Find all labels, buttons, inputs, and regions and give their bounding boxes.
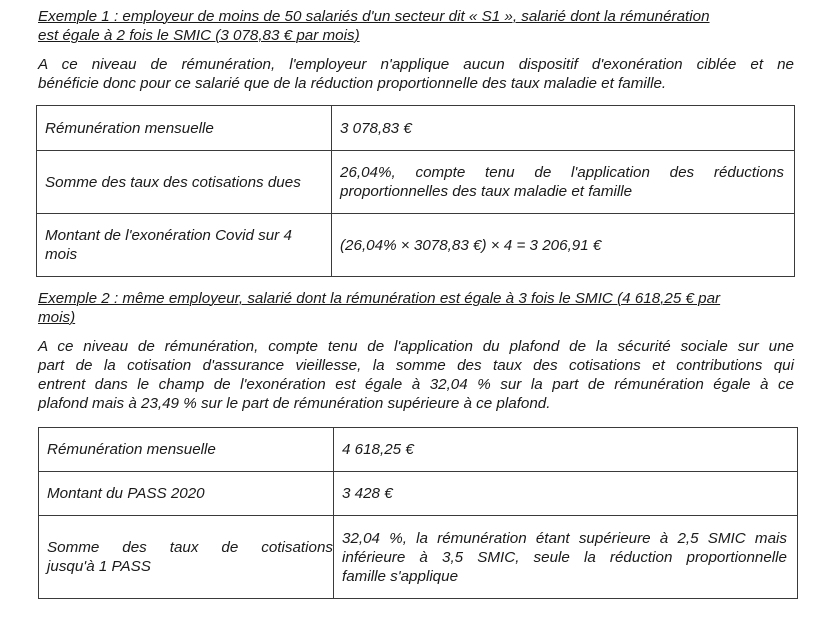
- example-2-paragraph: [38, 337, 794, 413]
- example-1-paragraph: [38, 55, 794, 93]
- example-1-heading: [38, 7, 794, 45]
- paragraph-line: part de la cotisation d'assurance vieillesse, la somme des taux des cotisations et contributions qui: [38, 357, 794, 374]
- row-value: 3 078,83 €: [332, 106, 795, 151]
- table-row: [39, 428, 798, 472]
- row-label: Somme des taux des cotisations dues: [37, 151, 332, 214]
- row-label: Rémunération mensuelle: [37, 106, 332, 151]
- paragraph-line: A ce niveau de rémunération, compte tenu de l'application du plafond de la sécurité sociale sur une: [38, 338, 794, 355]
- row-value: 32,04 %, la rémunération étant supérieure à 2,5 SMIC mais inférieure à 3,5 SMIC, seule la réduction proportionnelle famille s'applique: [334, 516, 798, 599]
- row-label: Rémunération mensuelle: [39, 428, 334, 472]
- heading-line: mois): [38, 309, 76, 326]
- heading-line: Exemple 2 : même employeur, salarié dont la rémunération est égale à 3 fois le SMIC (4 618,25 € par: [38, 290, 721, 307]
- row-label: Montant du PASS 2020: [39, 472, 334, 516]
- paragraph-line: entrent dans le champ de l'exonération est égale à 32,04 % sur la part de rémunération égale à ce: [38, 376, 794, 393]
- table-row: [37, 214, 795, 277]
- heading-line: est égale à 2 fois le SMIC (3 078,83 € par mois): [38, 27, 360, 44]
- paragraph-line: plafond mais à 23,49 % sur le part de rémunération supérieure à ce plafond.: [38, 395, 551, 412]
- table-row: [39, 516, 798, 599]
- row-label: Somme des taux de cotisations jusqu'à 1 PASS: [39, 516, 334, 599]
- heading-line: Exemple 1 : employeur de moins de 50 salariés d'un secteur dit « S1 », salarié dont la rémunération: [38, 8, 710, 25]
- table-row: [37, 106, 795, 151]
- row-value: 4 618,25 €: [334, 428, 798, 472]
- row-value: 26,04%, compte tenu de l'application des réductions proportionnelles des taux maladie et famille: [332, 151, 795, 214]
- row-value: 3 428 €: [334, 472, 798, 516]
- table-row: [39, 472, 798, 516]
- row-label: Montant de l'exonération Covid sur 4 mois: [37, 214, 332, 277]
- example-2-table: [38, 427, 798, 599]
- paragraph-line: bénéficie donc pour ce salarié que de la réduction proportionnelle des taux maladie et famille.: [38, 75, 667, 92]
- example-2-heading: [38, 289, 794, 327]
- example-1-table: [36, 105, 795, 277]
- table-row: [37, 151, 795, 214]
- row-value: (26,04% × 3078,83 €) × 4 = 3 206,91 €: [332, 214, 795, 277]
- paragraph-line: A ce niveau de rémunération, l'employeur n'applique aucun dispositif d'exonération ciblée et ne: [38, 56, 794, 73]
